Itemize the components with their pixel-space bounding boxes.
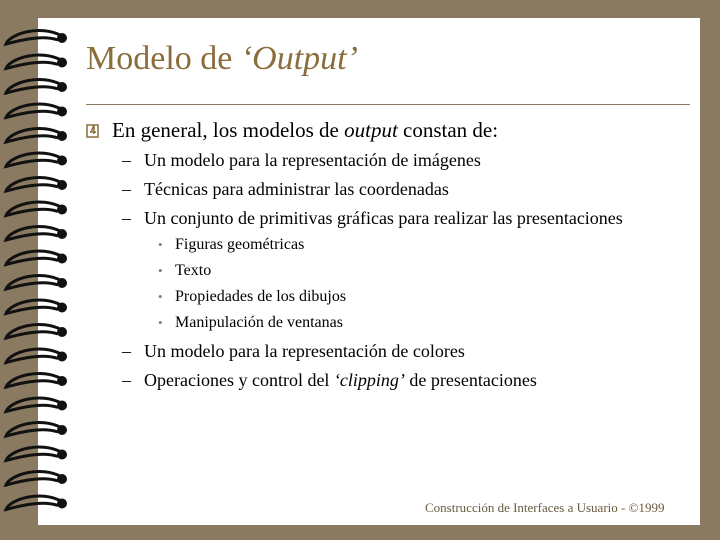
list-item-text: Operaciones y control del xyxy=(144,370,334,390)
main-bullet xyxy=(86,118,498,143)
list-item-text-end: de presentaciones xyxy=(404,370,537,390)
list-item: – Un modelo para la representación de imágenes xyxy=(122,150,481,170)
slide-footer: Construcción de Interfaces a Usuario - ©1999 xyxy=(425,500,665,515)
binding-hole xyxy=(57,33,67,43)
binding-ring xyxy=(6,80,62,93)
list-item: – Operaciones y control del ‘clipping’ de presentaciones xyxy=(122,370,537,390)
binding-ring xyxy=(6,31,62,44)
binding-ring xyxy=(6,55,62,68)
binding-hole xyxy=(57,82,67,92)
binding-ring xyxy=(6,251,62,264)
binding-ring xyxy=(6,178,62,191)
binding-ring xyxy=(6,300,62,313)
list-item-text: Técnicas para administrar las coordenadas xyxy=(144,179,449,199)
binding-hole xyxy=(57,425,67,435)
clipping-term: ‘clipping’ xyxy=(333,370,405,390)
binding-hole xyxy=(57,499,67,509)
sub-list-item-text: Manipulación de ventanas xyxy=(175,314,343,331)
sub-list-item-text: Propiedades de los dibujos xyxy=(175,288,347,305)
sub-list-item: • Figuras geométricas xyxy=(158,236,305,253)
heading-before: En general, los modelos de xyxy=(112,118,345,142)
sub-list-item: • Texto xyxy=(158,262,212,279)
binding-hole xyxy=(57,278,67,288)
binding-hole xyxy=(57,107,67,117)
list-item: – Técnicas para administrar las coordenadas xyxy=(122,179,449,199)
binding-hole xyxy=(57,450,67,460)
list-item-text: Un modelo para la representación de colores xyxy=(144,341,465,361)
binding-ring xyxy=(6,153,62,166)
binding-ring xyxy=(6,349,62,362)
binding-hole xyxy=(57,303,67,313)
binding-ring xyxy=(6,423,62,436)
binding-hole xyxy=(57,131,67,141)
title-main: Modelo de xyxy=(86,40,241,77)
binding-hole xyxy=(57,180,67,190)
binding-ring xyxy=(6,398,62,411)
binding-hole xyxy=(57,401,67,411)
title-divider xyxy=(86,104,690,105)
list-item-text: Un modelo para la representación de imágenes xyxy=(144,150,481,170)
binding-ring xyxy=(6,129,62,142)
list-item: – Un modelo para la representación de colores xyxy=(122,341,465,361)
binding-hole xyxy=(57,156,67,166)
spiral-binding-icon xyxy=(0,0,80,540)
heading-italic: output xyxy=(344,118,398,142)
sub-list-item: • Propiedades de los dibujos xyxy=(158,288,347,305)
list-item-text: Un conjunto de primitivas gráficas para realizar las presentaciones xyxy=(144,208,623,228)
binding-ring xyxy=(6,202,62,215)
binding-hole xyxy=(57,474,67,484)
slide-page xyxy=(38,18,700,525)
binding-ring xyxy=(6,374,62,387)
binding-hole xyxy=(57,229,67,239)
slide-title xyxy=(86,40,358,78)
binding-hole xyxy=(57,205,67,215)
sub-list-item: • Manipulación de ventanas xyxy=(158,314,343,331)
binding-ring xyxy=(6,325,62,338)
binding-hole xyxy=(57,352,67,362)
box-bullet-icon xyxy=(86,119,102,135)
sub-list-item-text: Texto xyxy=(175,262,212,279)
binding-ring xyxy=(6,227,62,240)
list-item: – Un conjunto de primitivas gráficas para realizar las presentaciones xyxy=(122,208,623,228)
binding-hole xyxy=(57,254,67,264)
title-italic: ‘Output’ xyxy=(240,40,358,77)
binding-ring xyxy=(6,472,62,485)
binding-ring xyxy=(6,447,62,460)
heading-after: constan de: xyxy=(397,118,499,142)
binding-hole xyxy=(57,327,67,337)
binding-hole xyxy=(57,376,67,386)
binding-ring xyxy=(6,104,62,117)
binding-ring xyxy=(6,496,62,509)
binding-ring xyxy=(6,276,62,289)
binding-hole xyxy=(57,58,67,68)
sub-list-item-text: Figuras geométricas xyxy=(175,236,305,253)
